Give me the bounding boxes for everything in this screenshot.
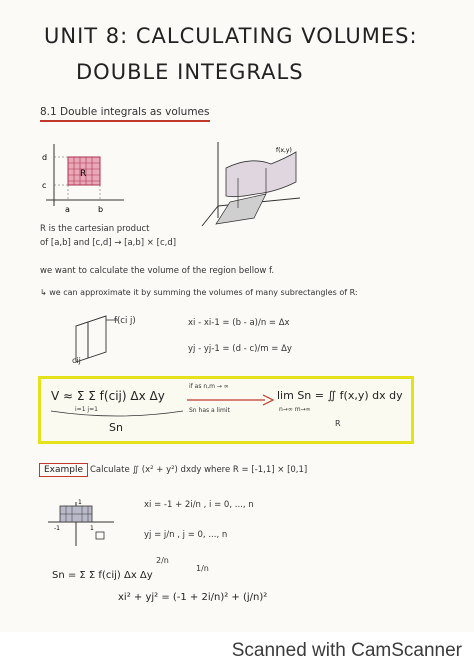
yj-difference: yj - yj-1 = (d - c)/m = Δy (188, 344, 292, 354)
axis-label-c: c (42, 181, 47, 190)
integral-region: R (335, 419, 341, 428)
region-label-R: R (80, 169, 87, 179)
example-sn: Sn = Σ Σ f(cij) Δx Δy (52, 570, 153, 581)
example-xi: xi = -1 + 2i/n , i = 0, ..., n (144, 500, 254, 510)
xi-difference: xi - xi-1 = (b - a)/n = Δx (188, 318, 290, 328)
dy-note: 1/n (196, 564, 209, 573)
dx-note: 2/n (156, 556, 169, 565)
arrow-bottom-note: Sn has a limit (189, 407, 230, 414)
cij-label: cij (72, 356, 81, 365)
scanner-watermark: Scanned with CamScanner (231, 640, 462, 661)
section-underline (40, 120, 210, 122)
limit-arrow (185, 393, 275, 407)
double-integral: lim Sn = ∬ f(x,y) dx dy (277, 389, 403, 402)
example-expansion: xi² + yj² = (-1 + 2i/n)² + (j/n)² (118, 592, 268, 603)
title-line-2: DOUBLE INTEGRALS (76, 60, 304, 84)
riemann-indices: i=1 j=1 (75, 406, 98, 413)
title-line-1: UNIT 8: CALCULATING VOLUMES: (44, 24, 418, 48)
region-grid-figure (38, 140, 128, 218)
text-approx: ↳ we can approximate it by summing the volumes of many subrectangles of R: (40, 288, 358, 297)
graph-label-one: 1 (90, 525, 94, 532)
arrow-top-note: if as n,m → ∞ (189, 383, 229, 390)
graph-label-p1: 1 (78, 499, 82, 506)
scanner-footer (0, 632, 474, 671)
axis-label-a: a (65, 205, 70, 214)
example-region-figure (46, 498, 116, 550)
text-volume: we want to calculate the volume of the region bellow f. (40, 266, 275, 276)
example-statement: Calculate ∬ (x² + y²) dxdy where R = [-1,1] × [0,1] (90, 465, 308, 475)
limit-subscripts: n→∞ m→∞ (279, 406, 311, 413)
example-label: Example (39, 463, 88, 477)
axis-label-b: b (98, 205, 104, 214)
example-yj: yj = j/n , j = 0, ..., n (144, 530, 228, 540)
sn-label: Sn (109, 421, 123, 434)
section-heading: 8.1 Double integrals as volumes (40, 106, 210, 118)
riemann-sum: V ≈ Σ Σ f(cij) Δx Δy (51, 389, 165, 403)
axis-label-d: d (42, 153, 48, 162)
surface-figure (196, 138, 306, 230)
graph-label-m1: -1 (54, 525, 60, 532)
fcij-label: f(ci j) (114, 316, 136, 326)
text-cartesian: R is the cartesian product (40, 224, 150, 234)
text-product: of [a,b] and [c,d] → [a,b] × [c,d] (40, 238, 177, 248)
surface-label: f(x,y) (276, 147, 292, 154)
riemann-formula-box (38, 376, 414, 444)
